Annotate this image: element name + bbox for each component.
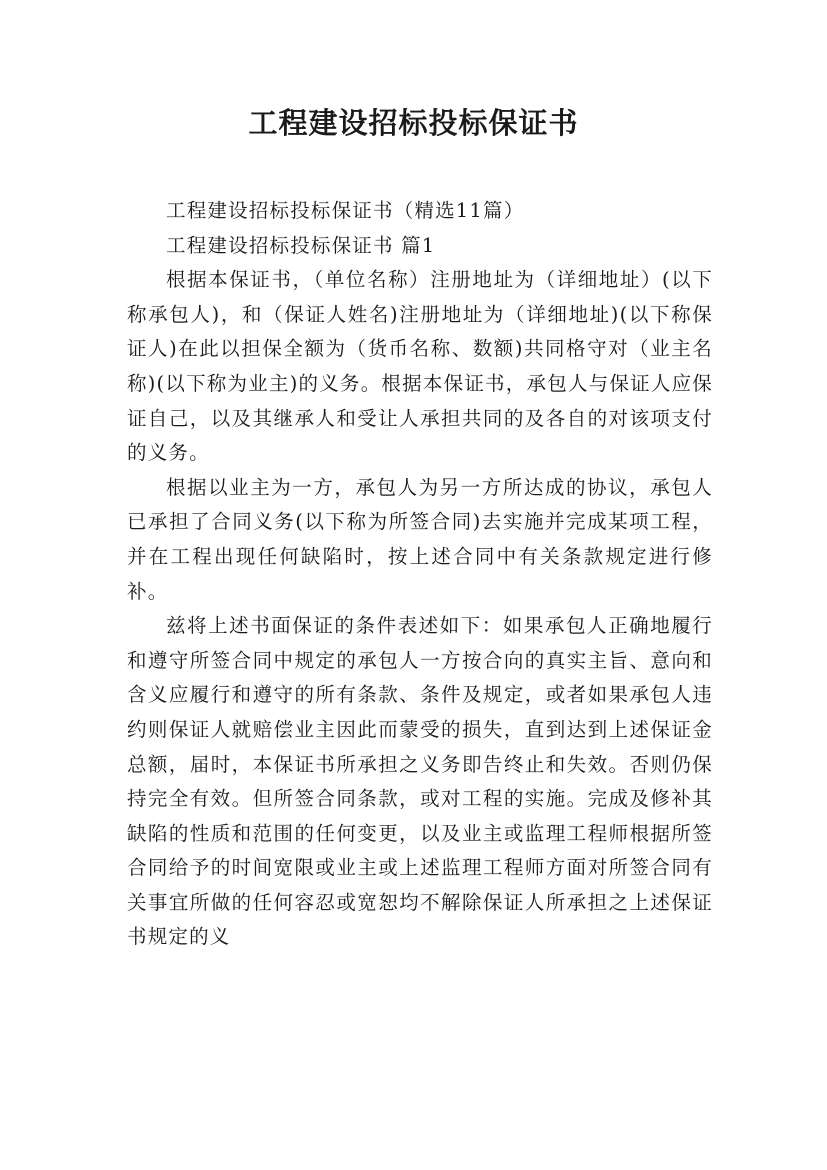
section-heading: 工程建设招标投标保证书 篇1 (166, 233, 436, 257)
body-paragraph: 兹将上述书面保证的条件表述如下：如果承包人正确地履行和遵守所签合同中规定的承包人一方按合向的真实主旨、意向和含义应履行和遵守的所有条款、条件及规定，或者如果承包人违约则保证人就赔偿业主因此而蒙受的损失，直到达到上述保证金总额，届时，本保证书所承担之义务即告终止和失效。否则仍保持完全有效。但所签合同条款，或对工程的实施。完成及修补其缺陷的性质和范围的任何变更，以及业主或监理工程师根据所签合同给予的时间宽限或业主或上述监理工程师方面对所签合同有关事宜所做的任何容忍或宽恕均不解除保证人所承担之上述保证书规定的义 (127, 614, 713, 949)
body-paragraph: 根据以业主为一方，承包人为另一方所达成的协议，承包人已承担了合同义务(以下称为所签合同)去实施并完成某项工程，并在工程出现任何缺陷时，按上述合同中有关条款规定进行修补。 (127, 475, 713, 603)
document-title: 工程建设招标投标保证书 (248, 106, 579, 140)
document-body (127, 194, 713, 955)
document-subtitle: 工程建设招标投标保证书（精选11篇） (166, 199, 525, 222)
body-paragraph: 根据本保证书，（单位名称）注册地址为（详细地址）(以下称承包人)，和（保证人姓名)注册地址为（详细地址)(以下称保证人)在此以担保全额为（货币名称、数额)共同格守对（业主名称)(以下称为业主)的义务。根据本保证书，承包人与保证人应保证自己，以及其继承人和受让人承担共同的及各自的对该项支付的义务。 (127, 268, 713, 465)
